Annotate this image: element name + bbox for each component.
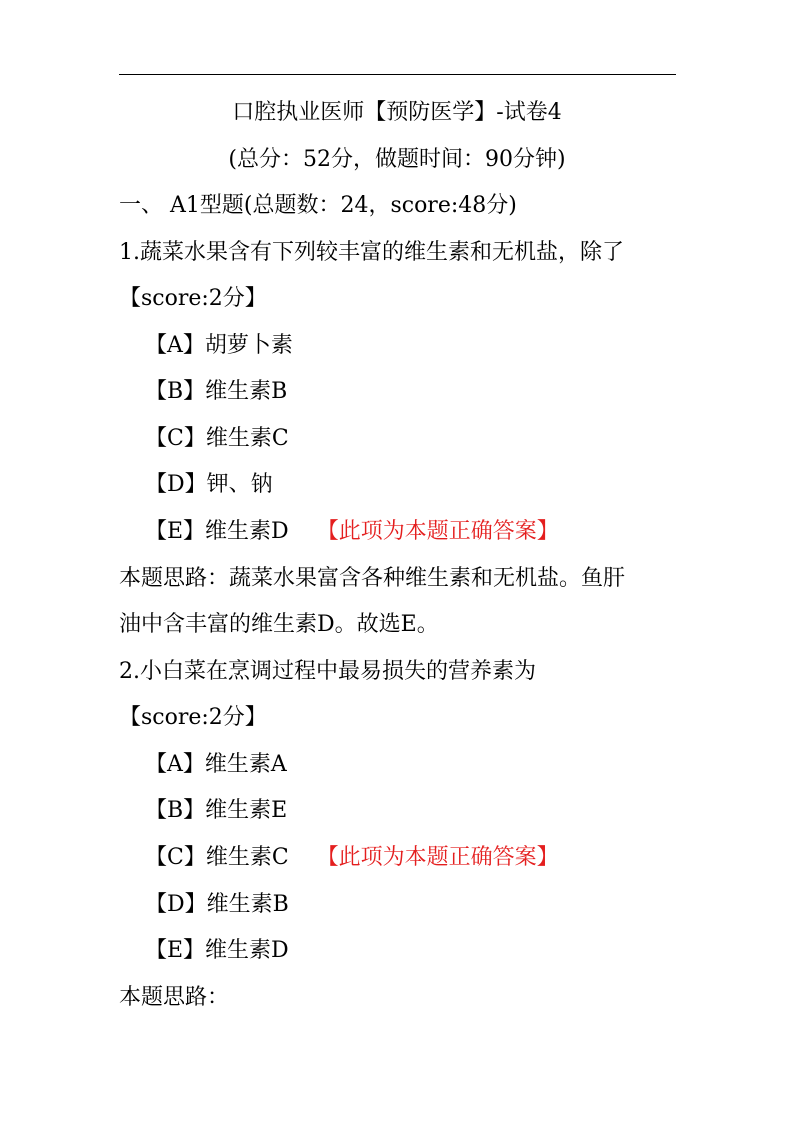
question-1-option-c: 【C】维生素C <box>145 426 289 451</box>
page-title: 口腔执业医师【预防医学】-试卷4 <box>232 100 562 125</box>
question-2-option-d: 【D】维生素B <box>145 892 289 917</box>
section-heading: 一、 A1型题(总题数：24，score:48分) <box>119 193 517 218</box>
correct-answer-marker: 【此项为本题正确答案】 <box>316 519 559 544</box>
question-1-option-d: 【D】钾、钠 <box>145 472 273 497</box>
question-2-option-e: 【E】维生素D <box>145 938 289 963</box>
header-rule <box>119 74 676 75</box>
question-1-option-b: 【B】维生素B <box>145 379 288 404</box>
question-2-explanation-line-1: 本题思路： <box>119 985 230 1010</box>
question-1-explanation-line-2: 油中含丰富的维生素D。故选E。 <box>119 612 439 637</box>
question-2-score: 【score:2分】 <box>119 705 267 730</box>
option-label: 【E】维生素D <box>145 519 289 544</box>
option-label: 【C】维生素C <box>145 845 289 870</box>
exam-meta: (总分：52分，做题时间：90分钟) <box>228 147 566 172</box>
correct-answer-marker: 【此项为本题正确答案】 <box>316 845 559 870</box>
question-2-option-c <box>145 843 559 873</box>
question-1-score: 【score:2分】 <box>119 286 267 311</box>
question-2-option-a: 【A】维生素A <box>145 752 287 777</box>
question-1-stem: 1.蔬菜水果含有下列较丰富的维生素和无机盐，除了 <box>119 240 624 265</box>
question-1-explanation-line-1: 本题思路：蔬菜水果富含各种维生素和无机盐。鱼肝 <box>119 566 626 591</box>
question-1-option-a: 【A】胡萝卜素 <box>145 333 293 358</box>
question-2-option-b: 【B】维生素E <box>145 798 288 823</box>
question-1-option-e <box>145 517 559 547</box>
question-2-stem: 2.小白菜在烹调过程中最易损失的营养素为 <box>119 659 536 684</box>
